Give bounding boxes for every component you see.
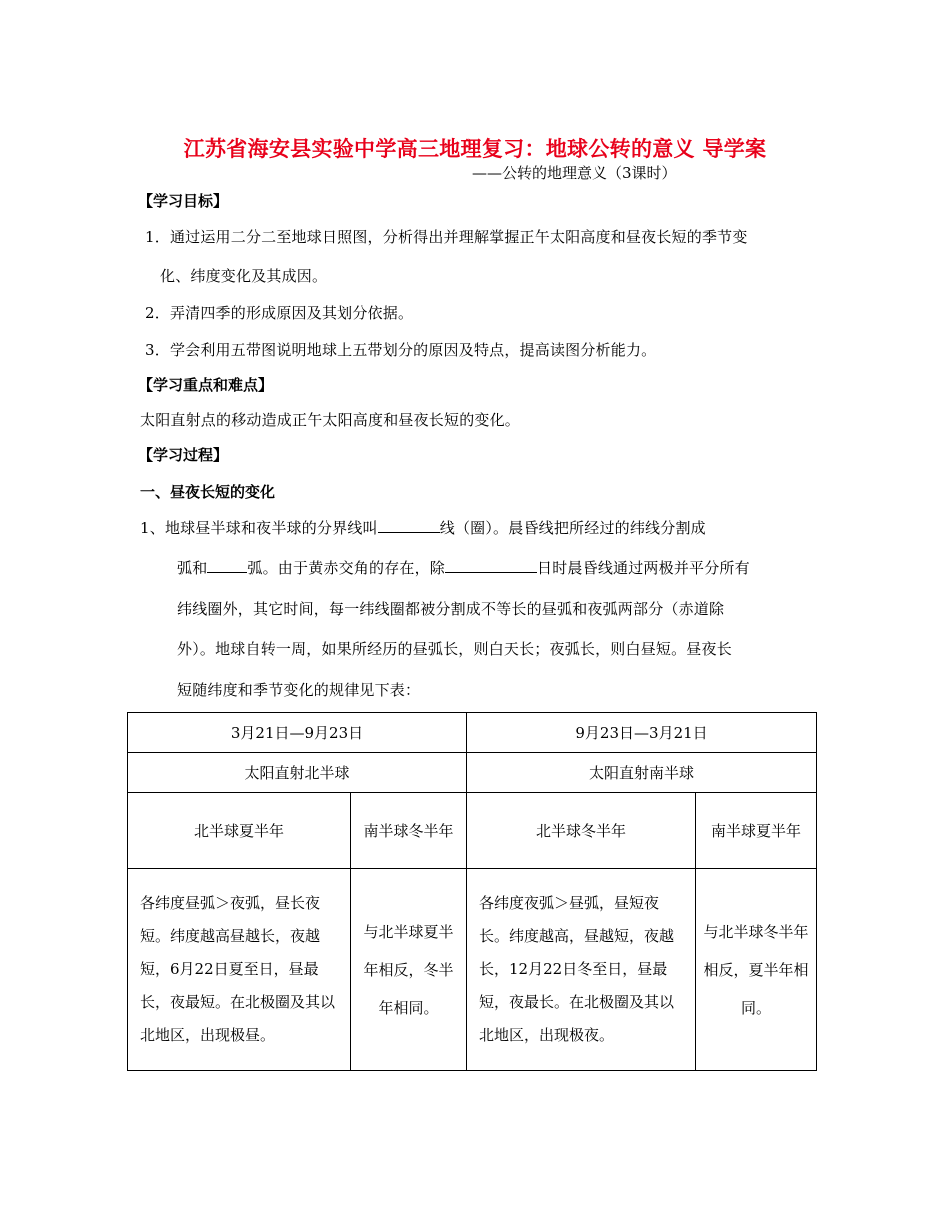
paragraph-line-5: 短随纬度和季节变化的规律见下表： — [177, 681, 421, 699]
paragraph-text: 1、地球昼半球和夜半球的分界线叫 — [140, 519, 378, 537]
paragraph-text: 弧和 — [177, 559, 208, 577]
table-row — [128, 793, 817, 869]
page-subtitle: ——公转的地理意义（3课时） — [472, 164, 677, 182]
paragraph-line-2 — [177, 557, 750, 578]
fill-blank[interactable] — [445, 557, 537, 573]
goals-heading: 【学习目标】 — [138, 192, 229, 210]
table-cell: 各纬度夜弧＞昼弧，昼短夜长。纬度越高，昼越短，夜越长，12月22日冬至日，昼最短，夜最长。在北极圈及其以北地区，出现极夜。 — [467, 869, 696, 1071]
table-cell: 南半球夏半年 — [696, 793, 817, 869]
table-cell: 南半球冬半年 — [351, 793, 467, 869]
goal-1-line-b: 化、纬度变化及其成因。 — [160, 267, 328, 285]
day-night-table — [127, 712, 817, 1071]
paragraph-line-1 — [140, 517, 706, 538]
page-title: 江苏省海安县实验中学高三地理复习：地球公转的意义 导学案 — [183, 137, 767, 161]
table-cell: 3月21日—9月23日 — [128, 713, 467, 753]
key-text: 太阳直射点的移动造成正午太阳高度和昼夜长短的变化。 — [140, 411, 521, 429]
goal-3: 3．学会利用五带图说明地球上五带划分的原因及特点，提高读图分析能力。 — [145, 341, 657, 359]
fill-blank[interactable] — [207, 557, 247, 573]
paragraph-text: 弧。由于黄赤交角的存在，除 — [247, 559, 446, 577]
paragraph-line-4: 外）。地球自转一周，如果所经历的昼弧长，则白天长；夜弧长，则白昼短。昼夜长 — [177, 640, 732, 658]
table-cell: 9月23日—3月21日 — [467, 713, 817, 753]
table-row — [128, 753, 817, 793]
key-heading: 【学习重点和难点】 — [138, 376, 274, 394]
table-row — [128, 869, 817, 1071]
fill-blank[interactable] — [378, 517, 440, 533]
table-cell: 与北半球冬半年相反，夏半年相同。 — [696, 869, 817, 1071]
table-cell: 与北半球夏半年相反，冬半年相同。 — [351, 869, 467, 1071]
part-1-heading: 一、昼夜长短的变化 — [140, 483, 276, 501]
paragraph-text: 线（圈）。晨昏线把所经过的纬线分割成 — [439, 519, 706, 537]
paragraph-text: 日时晨昏线通过两极并平分所有 — [537, 559, 750, 577]
table-row — [128, 713, 817, 753]
table-cell: 北半球冬半年 — [467, 793, 696, 869]
table-cell: 各纬度昼弧＞夜弧，昼长夜短。纬度越高昼越长，夜越短，6月22日夏至日，昼最长，夜最短。在北极圈及其以北地区，出现极昼。 — [128, 869, 351, 1071]
paragraph-line-3: 纬线圈外，其它时间，每一纬线圈都被分割成不等长的昼弧和夜弧两部分（赤道除 — [177, 600, 725, 618]
table-cell: 北半球夏半年 — [128, 793, 351, 869]
goal-1-line-a: 1．通过运用二分二至地球日照图，分析得出并理解掌握正午太阳高度和昼夜长短的季节变 — [145, 228, 748, 246]
table-cell: 太阳直射南半球 — [467, 753, 817, 793]
process-heading: 【学习过程】 — [138, 446, 229, 464]
goal-2: 2．弄清四季的形成原因及其划分依据。 — [145, 304, 414, 322]
table-cell: 太阳直射北半球 — [128, 753, 467, 793]
